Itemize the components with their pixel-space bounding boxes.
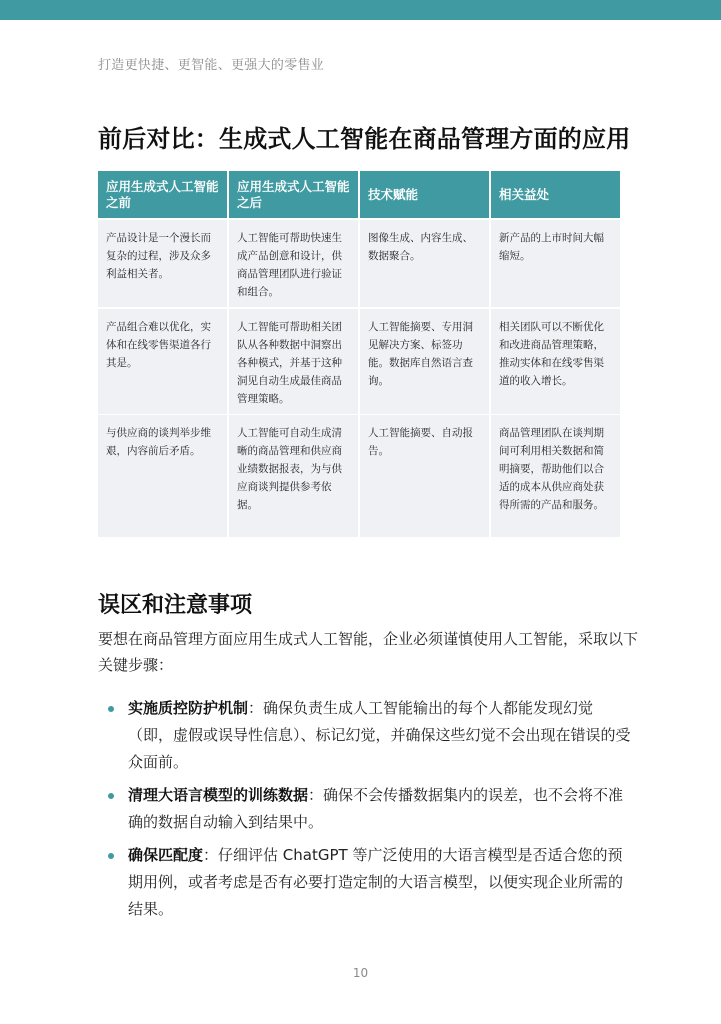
list-item-text: ：确保负责生成人工智能输出的每个人都能发现幻觉（即，虚假或误导性信息）、标记幻觉，并确保这些幻觉不会出现在错误的受众面前。 <box>128 699 631 771</box>
table-cell: 产品设计是一个漫长而复杂的过程，涉及众多利益相关者。 <box>98 220 227 307</box>
list-item <box>106 842 636 923</box>
list-item-lead: 实施质控防护机制 <box>128 699 249 717</box>
table-cell: 人工智能摘要、专用洞见解决方案、标签功能。数据库自然语言查询。 <box>360 309 489 414</box>
list-item-text: ：仔细评估 ChatGPT 等广泛使用的大语言模型是否适合您的预期用例，或者考虑是否有必要打造定制的大语言模型，以便实现企业所需的结果。 <box>128 846 624 918</box>
list-item <box>106 695 636 776</box>
section-title: 前后对比：生成式人工智能在商品管理方面的应用 <box>98 124 631 153</box>
table-row <box>98 309 620 413</box>
table-row <box>98 220 620 307</box>
top-accent-bar <box>0 0 721 20</box>
pitfalls-title: 误区和注意事项 <box>98 592 253 618</box>
pitfalls-intro: 要想在商品管理方面应用生成式人工智能，企业必须谨慎使用人工智能，采取以下关键步骤： <box>98 630 639 674</box>
table-header-cell: 相关益处 <box>491 171 620 218</box>
table-cell: 人工智能可帮助快速生成产品创意和设计，供商品管理团队进行验证和组合。 <box>229 220 358 307</box>
bullet-icon <box>108 706 114 712</box>
table-cell: 与供应商的谈判举步维艰，内容前后矛盾。 <box>98 415 227 537</box>
list-item-lead: 清理大语言模型的训练数据 <box>128 786 309 804</box>
table-cell: 人工智能可自动生成清晰的商品管理和供应商业绩数据报表，为与供应商谈判提供参考依据。 <box>229 415 358 537</box>
running-header: 打造更快捷、更智能、更强大的零售业 <box>98 58 325 73</box>
table-cell: 商品管理团队在谈判期间可利用相关数据和简明摘要，帮助他们以合适的成本从供应商处获得所需的产品和服务。 <box>491 415 620 537</box>
table-row <box>98 415 620 537</box>
list-item-text: ：确保不会传播数据集内的误差，也不会将不准确的数据自动输入到结果中。 <box>128 786 624 831</box>
bullet-icon <box>108 853 114 859</box>
table-cell: 图像生成、内容生成、数据聚合。 <box>360 220 489 307</box>
table-header-cell: 技术赋能 <box>360 171 489 218</box>
table-header-cell: 应用生成式人工智能之前 <box>98 171 227 218</box>
table-header-row <box>98 171 620 218</box>
table-cell: 人工智能摘要、自动报告。 <box>360 415 489 537</box>
page-number: 10 <box>352 966 369 980</box>
list-item-lead: 确保匹配度 <box>128 846 204 864</box>
comparison-table <box>98 171 620 537</box>
table-cell: 产品组合难以优化，实体和在线零售渠道各行其是。 <box>98 309 227 414</box>
list-item <box>106 782 636 836</box>
table-header-cell: 应用生成式人工智能之后 <box>229 171 358 218</box>
bullet-icon <box>108 793 114 799</box>
table-cell: 新产品的上市时间大幅缩短。 <box>491 220 620 307</box>
table-cell: 相关团队可以不断优化和改进商品管理策略，推动实体和在线零售渠道的收入增长。 <box>491 309 620 414</box>
pitfalls-list <box>106 695 636 929</box>
table-cell: 人工智能可帮助相关团队从各种数据中洞察出各种模式，并基于这种洞见自动生成最佳商品管理策略。 <box>229 309 358 414</box>
